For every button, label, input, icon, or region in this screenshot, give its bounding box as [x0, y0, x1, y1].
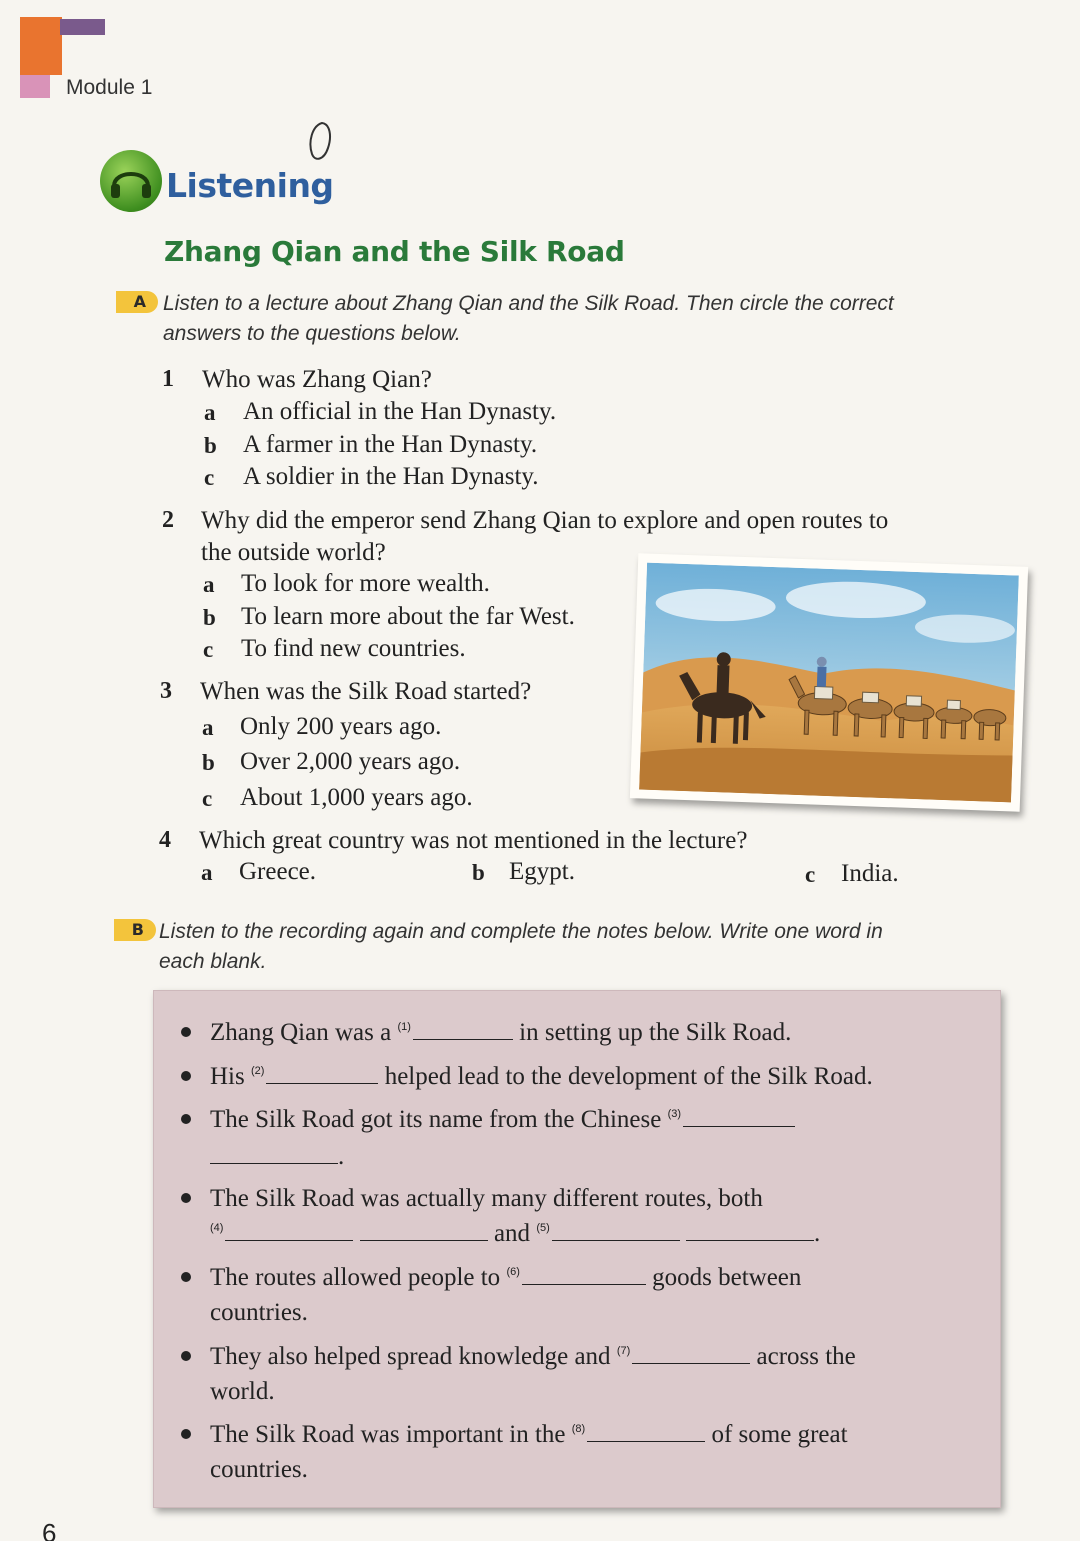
header-color-block [60, 19, 105, 35]
option-letter[interactable]: b [202, 750, 215, 775]
bullet [181, 1193, 191, 1203]
option-letter[interactable]: a [203, 572, 215, 597]
note-item-continued: $^{(4)}$ and $^{(5)}$ . [210, 1216, 820, 1251]
lesson-title: Zhang Qian and the Silk Road [164, 235, 625, 268]
answer-blank[interactable] [413, 1016, 513, 1040]
option-text[interactable]: To find new countries. [241, 635, 466, 662]
note-item-continued: . [210, 1139, 344, 1174]
option-letter[interactable]: a [204, 400, 216, 425]
silk-road-caravan-illustration [630, 553, 1028, 811]
note-item: The routes allowed people to $^{(6)}$ goods between [210, 1260, 801, 1295]
bullet [181, 1114, 191, 1124]
option-letter[interactable]: b [204, 433, 217, 458]
header-color-block [20, 75, 50, 98]
answer-blank[interactable] [632, 1340, 750, 1364]
section-title: Listening [166, 166, 334, 205]
question-number: 4 [159, 827, 171, 853]
question-number: 1 [162, 366, 174, 392]
option-text[interactable]: To learn more about the far West. [241, 603, 575, 630]
answer-blank[interactable] [683, 1103, 795, 1127]
note-item: His $^{(2)}$ helped lead to the development of the Silk Road. [210, 1059, 873, 1094]
answer-blank[interactable] [686, 1217, 814, 1241]
header-color-block [20, 17, 62, 75]
part-a-badge: A [116, 291, 158, 313]
bullet [181, 1429, 191, 1439]
answer-blank[interactable] [210, 1140, 338, 1164]
part-b-badge: B [114, 919, 156, 941]
bullet [181, 1027, 191, 1037]
part-a-instruction: Listen to a lecture about Zhang Qian and the Silk Road. Then circle the correct answers to the questions below. [163, 292, 894, 345]
option-letter[interactable]: c [203, 637, 214, 662]
option-letter[interactable]: a [202, 715, 214, 740]
page-number: 6 [42, 1518, 57, 1541]
bullet [181, 1071, 191, 1081]
option-text[interactable]: To look for more wealth. [241, 570, 490, 597]
bullet [181, 1272, 191, 1282]
note-item-continued: world. [210, 1378, 275, 1405]
part-b-instruction: Listen to the recording again and complete the notes below. Write one word in each blank. [159, 920, 883, 973]
option-letter[interactable]: a [201, 860, 213, 885]
note-item: The Silk Road was important in the $^{(8)}$ of some great [210, 1417, 848, 1452]
module-label: Module 1 [66, 76, 153, 99]
answer-blank[interactable] [587, 1418, 705, 1442]
note-item: The Silk Road was actually many different routes, both [210, 1185, 763, 1212]
option-letter[interactable]: b [203, 605, 216, 630]
option-text[interactable]: A soldier in the Han Dynasty. [243, 463, 539, 490]
answer-blank[interactable] [225, 1217, 353, 1241]
answer-blank[interactable] [360, 1217, 488, 1241]
note-item: The Silk Road got its name from the Chinese $^{(3)}$ [210, 1102, 795, 1137]
question-text: Which great country was not mentioned in the lecture? [199, 827, 748, 854]
question-text: Why did the emperor send Zhang Qian to explore and open routes to the outside world? [201, 507, 889, 566]
option-text[interactable]: Greece. [239, 858, 317, 885]
note-item: Zhang Qian was a $^{(1)}$ in setting up the Silk Road. [210, 1015, 791, 1050]
question-text: Who was Zhang Qian? [202, 366, 432, 393]
option-text[interactable]: Over 2,000 years ago. [240, 748, 461, 775]
headphones-icon [100, 150, 162, 212]
bullet [181, 1351, 191, 1361]
option-text[interactable]: Only 200 years ago. [240, 713, 442, 740]
answer-blank[interactable] [552, 1217, 680, 1241]
option-letter[interactable]: c [204, 465, 215, 490]
question-text: When was the Silk Road started? [200, 678, 532, 705]
option-letter[interactable]: b [472, 860, 485, 885]
option-text[interactable]: A farmer in the Han Dynasty. [243, 431, 538, 458]
note-item-continued: countries. [210, 1299, 308, 1326]
note-item: They also helped spread knowledge and $^{(7)}$ across the [210, 1339, 856, 1374]
answer-blank[interactable] [522, 1261, 646, 1285]
option-text[interactable]: Egypt. [509, 858, 575, 885]
answer-blank[interactable] [266, 1060, 378, 1084]
option-text[interactable]: India. [841, 860, 899, 887]
question-number: 3 [160, 678, 172, 704]
option-text[interactable]: An official in the Han Dynasty. [243, 398, 557, 425]
note-item-continued: countries. [210, 1456, 308, 1483]
option-letter[interactable]: c [202, 786, 213, 811]
handwritten-zero-mark [304, 120, 336, 164]
option-text[interactable]: About 1,000 years ago. [240, 784, 473, 811]
option-letter[interactable]: c [805, 862, 816, 887]
question-number: 2 [162, 507, 174, 533]
